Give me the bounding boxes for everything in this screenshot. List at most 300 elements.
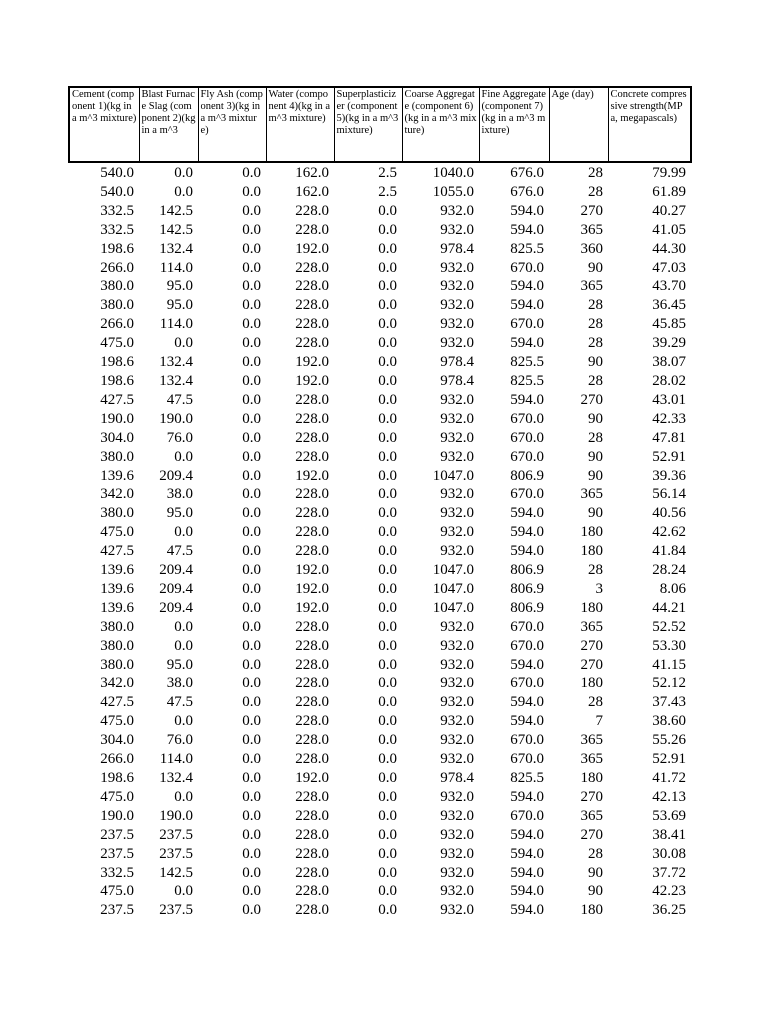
cell-cement: 475.0 — [100, 713, 134, 730]
cell-age: 270 — [580, 637, 603, 654]
cell-slag: 95.0 — [166, 297, 193, 314]
cell-strength: 44.21 — [652, 599, 686, 616]
cell-cement: 237.5 — [100, 902, 134, 919]
cell-age: 270 — [580, 391, 603, 408]
table-row — [69, 372, 691, 391]
cell-slag: 0.0 — [174, 713, 193, 730]
cell-superplasticizer: 0.0 — [378, 694, 397, 711]
table-row — [69, 183, 691, 202]
cell-superplasticizer: 0.0 — [378, 221, 397, 238]
cell-cement: 342.0 — [100, 486, 134, 503]
table-body — [69, 162, 691, 920]
cell-slag: 0.0 — [174, 637, 193, 654]
cell-water: 228.0 — [295, 486, 329, 503]
cell-fine-aggregate: 670.0 — [510, 410, 544, 427]
cell-slag: 0.0 — [174, 883, 193, 900]
cell-coarse-aggregate: 932.0 — [440, 486, 474, 503]
table-row — [69, 618, 691, 637]
table-row — [69, 693, 691, 712]
cell-coarse-aggregate: 932.0 — [440, 807, 474, 824]
cell-coarse-aggregate: 1047.0 — [432, 562, 474, 579]
cell-age: 90 — [588, 259, 603, 276]
header-compressive-strength: Concrete compressive strength(MPa, megapascals) — [608, 87, 691, 162]
cell-water: 192.0 — [295, 354, 329, 371]
cell-coarse-aggregate: 978.4 — [440, 354, 474, 371]
header-fine-aggregate: Fine Aggregate (component 7)(kg in a m^3 mixture) — [479, 87, 549, 162]
cell-superplasticizer: 0.0 — [378, 902, 397, 919]
cell-fly-ash: 0.0 — [242, 543, 261, 560]
cell-strength: 52.91 — [652, 751, 686, 768]
table-row — [69, 485, 691, 504]
cell-superplasticizer: 0.0 — [378, 240, 397, 257]
cell-superplasticizer: 0.0 — [378, 732, 397, 749]
cell-age: 28 — [588, 562, 603, 579]
table-row — [69, 391, 691, 410]
cell-cement: 540.0 — [100, 165, 134, 181]
cell-strength: 40.56 — [652, 505, 686, 522]
cell-strength: 30.08 — [652, 845, 686, 862]
cell-strength: 41.15 — [652, 656, 686, 673]
cell-fly-ash: 0.0 — [242, 788, 261, 805]
cell-coarse-aggregate: 932.0 — [440, 864, 474, 881]
cell-coarse-aggregate: 932.0 — [440, 278, 474, 295]
cell-cement: 380.0 — [100, 448, 134, 465]
cell-water: 228.0 — [295, 202, 329, 219]
cell-slag: 142.5 — [159, 221, 193, 238]
cell-age: 270 — [580, 788, 603, 805]
cell-slag: 132.4 — [159, 372, 193, 389]
cell-water: 228.0 — [295, 391, 329, 408]
cell-coarse-aggregate: 1040.0 — [432, 165, 474, 181]
cell-age: 365 — [580, 751, 603, 768]
cell-strength: 55.26 — [652, 732, 686, 749]
cell-fly-ash: 0.0 — [242, 807, 261, 824]
cell-age: 28 — [588, 845, 603, 862]
cell-water: 192.0 — [295, 770, 329, 786]
cell-fly-ash: 0.0 — [242, 562, 261, 579]
cell-water: 228.0 — [295, 675, 329, 692]
cell-superplasticizer: 0.0 — [378, 354, 397, 371]
cell-superplasticizer: 0.0 — [378, 486, 397, 503]
cell-age: 180 — [580, 524, 603, 541]
cell-fine-aggregate: 594.0 — [510, 297, 544, 314]
cell-superplasticizer: 0.0 — [378, 316, 397, 333]
cell-water: 228.0 — [295, 410, 329, 427]
cell-cement: 475.0 — [100, 524, 134, 541]
table-row — [69, 901, 691, 920]
cell-coarse-aggregate: 932.0 — [440, 637, 474, 654]
cell-fly-ash: 0.0 — [242, 165, 261, 181]
cell-superplasticizer: 0.0 — [378, 372, 397, 389]
cell-superplasticizer: 0.0 — [378, 543, 397, 560]
cell-cement: 190.0 — [100, 410, 134, 427]
cell-fine-aggregate: 594.0 — [510, 335, 544, 352]
concrete-data-table — [68, 86, 692, 920]
header-water: Water (component 4)(kg in a m^3 mixture) — [266, 87, 334, 162]
cell-cement: 304.0 — [100, 732, 134, 749]
cell-slag: 95.0 — [166, 656, 193, 673]
cell-fine-aggregate: 825.5 — [510, 354, 544, 371]
cell-cement: 139.6 — [100, 580, 134, 597]
cell-superplasticizer: 0.0 — [378, 259, 397, 276]
table-row — [69, 353, 691, 372]
cell-strength: 38.60 — [652, 713, 686, 730]
cell-age: 270 — [580, 202, 603, 219]
cell-cement: 198.6 — [100, 354, 134, 371]
cell-water: 228.0 — [295, 618, 329, 635]
cell-slag: 209.4 — [159, 467, 193, 484]
cell-fly-ash: 0.0 — [242, 713, 261, 730]
cell-slag: 237.5 — [159, 845, 193, 862]
cell-strength: 39.29 — [652, 335, 686, 352]
cell-water: 228.0 — [295, 637, 329, 654]
cell-fly-ash: 0.0 — [242, 448, 261, 465]
cell-superplasticizer: 2.5 — [378, 183, 397, 200]
cell-coarse-aggregate: 932.0 — [440, 618, 474, 635]
cell-fine-aggregate: 594.0 — [510, 543, 544, 560]
cell-fine-aggregate: 594.0 — [510, 826, 544, 843]
cell-cement: 139.6 — [100, 467, 134, 484]
cell-cement: 427.5 — [100, 391, 134, 408]
cell-water: 228.0 — [295, 845, 329, 862]
cell-coarse-aggregate: 932.0 — [440, 448, 474, 465]
cell-age: 365 — [580, 278, 603, 295]
cell-slag: 190.0 — [159, 807, 193, 824]
cell-age: 7 — [595, 713, 603, 730]
table-row — [69, 277, 691, 296]
cell-fly-ash: 0.0 — [242, 429, 261, 446]
cell-fine-aggregate: 670.0 — [510, 618, 544, 635]
cell-slag: 76.0 — [166, 732, 193, 749]
table-row — [69, 467, 691, 486]
cell-coarse-aggregate: 932.0 — [440, 391, 474, 408]
cell-slag: 0.0 — [174, 165, 193, 181]
table-row — [69, 162, 691, 183]
cell-strength: 38.41 — [652, 826, 686, 843]
table-row — [69, 315, 691, 334]
table-row — [69, 788, 691, 807]
cell-water: 228.0 — [295, 429, 329, 446]
table-row — [69, 542, 691, 561]
cell-water: 228.0 — [295, 297, 329, 314]
cell-slag: 47.5 — [166, 694, 193, 711]
cell-fine-aggregate: 670.0 — [510, 751, 544, 768]
cell-water: 228.0 — [295, 524, 329, 541]
cell-slag: 95.0 — [166, 505, 193, 522]
cell-fly-ash: 0.0 — [242, 278, 261, 295]
cell-coarse-aggregate: 932.0 — [440, 675, 474, 692]
cell-strength: 37.43 — [652, 694, 686, 711]
cell-strength: 52.12 — [652, 675, 686, 692]
cell-fine-aggregate: 594.0 — [510, 202, 544, 219]
cell-age: 28 — [588, 316, 603, 333]
cell-cement: 380.0 — [100, 278, 134, 295]
cell-coarse-aggregate: 932.0 — [440, 845, 474, 862]
cell-cement: 198.6 — [100, 240, 134, 257]
cell-slag: 209.4 — [159, 580, 193, 597]
cell-water: 192.0 — [295, 240, 329, 257]
cell-cement: 139.6 — [100, 562, 134, 579]
cell-superplasticizer: 0.0 — [378, 524, 397, 541]
cell-superplasticizer: 0.0 — [378, 807, 397, 824]
cell-strength: 42.33 — [652, 410, 686, 427]
cell-cement: 237.5 — [100, 826, 134, 843]
cell-slag: 0.0 — [174, 183, 193, 200]
cell-superplasticizer: 0.0 — [378, 845, 397, 862]
table-row — [69, 750, 691, 769]
cell-age: 365 — [580, 618, 603, 635]
cell-water: 228.0 — [295, 864, 329, 881]
table-row — [69, 769, 691, 788]
cell-cement: 475.0 — [100, 883, 134, 900]
cell-superplasticizer: 0.0 — [378, 770, 397, 786]
cell-cement: 475.0 — [100, 788, 134, 805]
cell-fine-aggregate: 594.0 — [510, 864, 544, 881]
cell-fly-ash: 0.0 — [242, 221, 261, 238]
cell-superplasticizer: 2.5 — [378, 165, 397, 181]
cell-cement: 237.5 — [100, 845, 134, 862]
cell-slag: 142.5 — [159, 864, 193, 881]
cell-fine-aggregate: 594.0 — [510, 883, 544, 900]
cell-water: 228.0 — [295, 807, 329, 824]
cell-fly-ash: 0.0 — [242, 656, 261, 673]
cell-coarse-aggregate: 1047.0 — [432, 580, 474, 597]
cell-fine-aggregate: 594.0 — [510, 788, 544, 805]
cell-age: 270 — [580, 826, 603, 843]
cell-fly-ash: 0.0 — [242, 883, 261, 900]
cell-fly-ash: 0.0 — [242, 637, 261, 654]
cell-superplasticizer: 0.0 — [378, 864, 397, 881]
cell-fine-aggregate: 594.0 — [510, 391, 544, 408]
cell-superplasticizer: 0.0 — [378, 429, 397, 446]
cell-slag: 0.0 — [174, 524, 193, 541]
cell-fly-ash: 0.0 — [242, 505, 261, 522]
table-row — [69, 731, 691, 750]
cell-water: 228.0 — [295, 335, 329, 352]
cell-superplasticizer: 0.0 — [378, 883, 397, 900]
cell-water: 228.0 — [295, 826, 329, 843]
cell-fly-ash: 0.0 — [242, 826, 261, 843]
cell-age: 28 — [588, 297, 603, 314]
cell-age: 180 — [580, 543, 603, 560]
table-row — [69, 561, 691, 580]
cell-fly-ash: 0.0 — [242, 391, 261, 408]
cell-strength: 37.72 — [652, 864, 686, 881]
cell-cement: 427.5 — [100, 694, 134, 711]
cell-coarse-aggregate: 932.0 — [440, 316, 474, 333]
header-cement: Cement (component 1)(kg in a m^3 mixture) — [69, 87, 139, 162]
header-superplasticizer: Superplasticizer (component 5)(kg in a m^3 mixture) — [334, 87, 402, 162]
cell-fly-ash: 0.0 — [242, 259, 261, 276]
cell-water: 228.0 — [295, 732, 329, 749]
cell-fly-ash: 0.0 — [242, 675, 261, 692]
cell-fine-aggregate: 594.0 — [510, 505, 544, 522]
cell-age: 365 — [580, 732, 603, 749]
cell-strength: 41.72 — [652, 770, 686, 786]
cell-strength: 8.06 — [659, 580, 686, 597]
cell-water: 228.0 — [295, 694, 329, 711]
cell-water: 162.0 — [295, 183, 329, 200]
cell-age: 180 — [580, 675, 603, 692]
cell-coarse-aggregate: 978.4 — [440, 240, 474, 257]
cell-cement: 332.5 — [100, 202, 134, 219]
cell-water: 228.0 — [295, 316, 329, 333]
cell-fine-aggregate: 594.0 — [510, 713, 544, 730]
cell-fine-aggregate: 825.5 — [510, 372, 544, 389]
cell-fly-ash: 0.0 — [242, 580, 261, 597]
cell-cement: 380.0 — [100, 637, 134, 654]
table-row — [69, 202, 691, 221]
cell-age: 360 — [580, 240, 603, 257]
cell-superplasticizer: 0.0 — [378, 410, 397, 427]
cell-superplasticizer: 0.0 — [378, 202, 397, 219]
cell-coarse-aggregate: 932.0 — [440, 524, 474, 541]
table-row — [69, 523, 691, 542]
cell-slag: 47.5 — [166, 543, 193, 560]
cell-fine-aggregate: 670.0 — [510, 316, 544, 333]
cell-coarse-aggregate: 932.0 — [440, 221, 474, 238]
cell-fly-ash: 0.0 — [242, 694, 261, 711]
cell-strength: 28.02 — [652, 372, 686, 389]
cell-fine-aggregate: 670.0 — [510, 259, 544, 276]
table-row — [69, 240, 691, 259]
cell-coarse-aggregate: 932.0 — [440, 826, 474, 843]
cell-fly-ash: 0.0 — [242, 316, 261, 333]
cell-fly-ash: 0.0 — [242, 372, 261, 389]
cell-fly-ash: 0.0 — [242, 845, 261, 862]
cell-water: 228.0 — [295, 713, 329, 730]
cell-water: 228.0 — [295, 259, 329, 276]
cell-cement: 190.0 — [100, 807, 134, 824]
cell-superplasticizer: 0.0 — [378, 562, 397, 579]
cell-cement: 475.0 — [100, 335, 134, 352]
cell-slag: 0.0 — [174, 618, 193, 635]
cell-strength: 79.99 — [652, 165, 686, 181]
cell-fine-aggregate: 594.0 — [510, 656, 544, 673]
cell-strength: 28.24 — [652, 562, 686, 579]
table-row — [69, 637, 691, 656]
cell-cement: 304.0 — [100, 429, 134, 446]
cell-cement: 332.5 — [100, 864, 134, 881]
cell-slag: 0.0 — [174, 448, 193, 465]
cell-superplasticizer: 0.0 — [378, 278, 397, 295]
cell-fly-ash: 0.0 — [242, 732, 261, 749]
header-row — [69, 87, 691, 162]
cell-fine-aggregate: 670.0 — [510, 637, 544, 654]
cell-fine-aggregate: 670.0 — [510, 807, 544, 824]
cell-age: 28 — [588, 183, 603, 200]
cell-strength: 36.45 — [652, 297, 686, 314]
cell-water: 192.0 — [295, 467, 329, 484]
cell-superplasticizer: 0.0 — [378, 448, 397, 465]
cell-superplasticizer: 0.0 — [378, 505, 397, 522]
cell-strength: 42.62 — [652, 524, 686, 541]
cell-water: 228.0 — [295, 278, 329, 295]
cell-strength: 38.07 — [652, 354, 686, 371]
table-row — [69, 599, 691, 618]
cell-fly-ash: 0.0 — [242, 864, 261, 881]
cell-water: 228.0 — [295, 902, 329, 919]
cell-fly-ash: 0.0 — [242, 618, 261, 635]
cell-superplasticizer: 0.0 — [378, 467, 397, 484]
cell-cement: 198.6 — [100, 770, 134, 786]
cell-coarse-aggregate: 932.0 — [440, 410, 474, 427]
cell-slag: 142.5 — [159, 202, 193, 219]
cell-superplasticizer: 0.0 — [378, 335, 397, 352]
cell-cement: 380.0 — [100, 297, 134, 314]
cell-fine-aggregate: 594.0 — [510, 694, 544, 711]
cell-age: 28 — [588, 372, 603, 389]
cell-coarse-aggregate: 932.0 — [440, 751, 474, 768]
cell-fly-ash: 0.0 — [242, 335, 261, 352]
cell-age: 180 — [580, 599, 603, 616]
cell-slag: 209.4 — [159, 562, 193, 579]
cell-age: 28 — [588, 429, 603, 446]
cell-coarse-aggregate: 932.0 — [440, 297, 474, 314]
table-row — [69, 334, 691, 353]
cell-fine-aggregate: 806.9 — [510, 580, 544, 597]
cell-strength: 52.91 — [652, 448, 686, 465]
cell-fly-ash: 0.0 — [242, 486, 261, 503]
cell-coarse-aggregate: 932.0 — [440, 902, 474, 919]
cell-coarse-aggregate: 932.0 — [440, 656, 474, 673]
cell-fly-ash: 0.0 — [242, 524, 261, 541]
cell-age: 365 — [580, 807, 603, 824]
cell-cement: 266.0 — [100, 316, 134, 333]
cell-water: 228.0 — [295, 788, 329, 805]
cell-slag: 76.0 — [166, 429, 193, 446]
cell-cement: 342.0 — [100, 675, 134, 692]
cell-slag: 237.5 — [159, 826, 193, 843]
cell-fly-ash: 0.0 — [242, 183, 261, 200]
cell-superplasticizer: 0.0 — [378, 637, 397, 654]
cell-age: 180 — [580, 770, 603, 786]
cell-fine-aggregate: 825.5 — [510, 770, 544, 786]
cell-slag: 132.4 — [159, 770, 193, 786]
cell-water: 192.0 — [295, 562, 329, 579]
cell-fine-aggregate: 806.9 — [510, 599, 544, 616]
header-age: Age (day) — [549, 87, 608, 162]
cell-water: 228.0 — [295, 505, 329, 522]
table-row — [69, 712, 691, 731]
cell-fine-aggregate: 594.0 — [510, 278, 544, 295]
cell-water: 228.0 — [295, 656, 329, 673]
table-row — [69, 674, 691, 693]
cell-coarse-aggregate: 1047.0 — [432, 599, 474, 616]
cell-cement: 540.0 — [100, 183, 134, 200]
cell-slag: 190.0 — [159, 410, 193, 427]
table-row — [69, 448, 691, 467]
cell-fine-aggregate: 670.0 — [510, 448, 544, 465]
header-coarse-aggregate: Coarse Aggregate (component 6)(kg in a m^3 mixture) — [402, 87, 479, 162]
table-row — [69, 656, 691, 675]
cell-strength: 45.85 — [652, 316, 686, 333]
table-row — [69, 826, 691, 845]
header-fly-ash: Fly Ash (component 3)(kg in a m^3 mixture) — [198, 87, 266, 162]
cell-cement: 139.6 — [100, 599, 134, 616]
cell-age: 90 — [588, 354, 603, 371]
cell-age: 28 — [588, 694, 603, 711]
cell-water: 228.0 — [295, 751, 329, 768]
cell-strength: 41.84 — [652, 543, 686, 560]
cell-coarse-aggregate: 932.0 — [440, 713, 474, 730]
cell-fine-aggregate: 670.0 — [510, 486, 544, 503]
cell-coarse-aggregate: 932.0 — [440, 694, 474, 711]
cell-fine-aggregate: 670.0 — [510, 429, 544, 446]
cell-cement: 332.5 — [100, 221, 134, 238]
cell-strength: 53.69 — [652, 807, 686, 824]
cell-fine-aggregate: 825.5 — [510, 240, 544, 257]
